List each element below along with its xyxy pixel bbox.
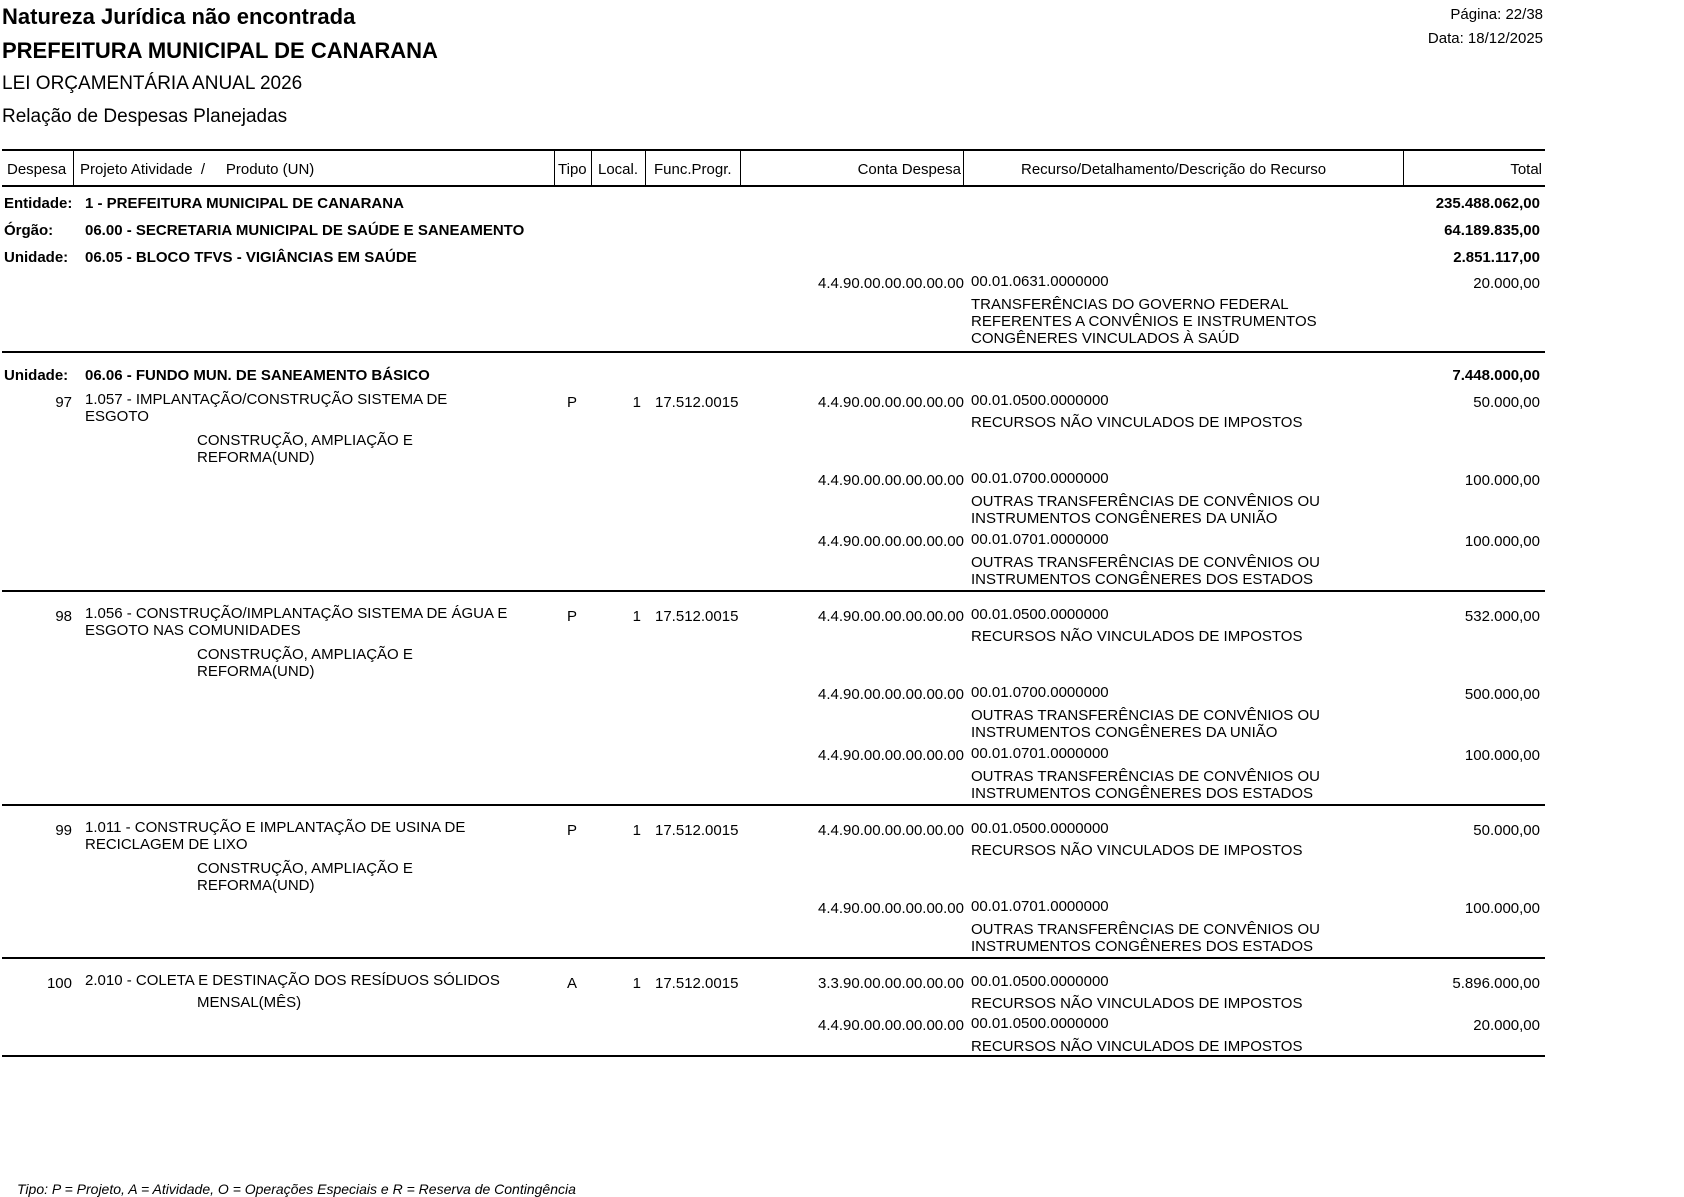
conta-despesa: 4.4.90.00.00.00.00.00	[818, 394, 964, 411]
unidade-total: 2.851.117,00	[1453, 249, 1540, 266]
line-total: 500.000,00	[1464, 686, 1540, 703]
recurso-description: OUTRAS TRANSFERÊNCIAS DE CONVÊNIOS OU INSTRUMENTOS CONGÊNERES DOS ESTADOS	[971, 768, 1320, 802]
col-header-conta: Conta Despesa	[857, 161, 961, 178]
produto: MENSAL(MÊS)	[197, 994, 302, 1011]
local: 1	[632, 822, 641, 839]
col-divider	[963, 150, 964, 185]
unidade-name: 06.05 - BLOCO TFVS - VIGIÂNCIAS EM SAÚDE	[85, 249, 417, 266]
col-header-func: Func.Progr.	[654, 161, 732, 178]
conta-despesa: 4.4.90.00.00.00.00.00	[818, 747, 964, 764]
recurso-code: 00.01.0500.0000000	[971, 820, 1109, 837]
produto: CONSTRUÇÃO, AMPLIAÇÃO E REFORMA(UND)	[197, 432, 413, 466]
report-title-1: Natureza Jurídica não encontrada	[2, 4, 356, 29]
group-rule	[2, 351, 1545, 353]
local: 1	[632, 608, 641, 625]
line-total: 100.000,00	[1464, 533, 1540, 550]
conta-despesa: 4.4.90.00.00.00.00.00	[818, 472, 964, 489]
group-rule	[2, 590, 1545, 592]
conta-despesa: 4.4.90.00.00.00.00.00	[818, 533, 964, 550]
report-title-3: LEI ORÇAMENTÁRIA ANUAL 2026	[2, 73, 303, 94]
recurso-code: 00.01.0631.0000000	[971, 273, 1109, 290]
func-progr: 17.512.0015	[655, 608, 739, 625]
despesa-number: 98	[55, 608, 72, 625]
table-bottom-rule	[2, 1055, 1545, 1057]
conta-despesa: 4.4.90.00.00.00.00.00	[818, 686, 964, 703]
conta-despesa: 3.3.90.00.00.00.00.00	[818, 975, 964, 992]
col-divider	[73, 150, 74, 185]
col-header-recurso: Recurso/Detalhamento/Descrição do Recurso	[1021, 161, 1327, 178]
recurso-code: 00.01.0500.0000000	[971, 606, 1109, 623]
entidade-label: Entidade:	[4, 195, 73, 212]
recurso-description: OUTRAS TRANSFERÊNCIAS DE CONVÊNIOS OU INSTRUMENTOS CONGÊNERES DA UNIÃO	[971, 707, 1320, 741]
recurso-description: RECURSOS NÃO VINCULADOS DE IMPOSTOS	[971, 414, 1303, 431]
recurso-code: 00.01.0500.0000000	[971, 1015, 1109, 1032]
report-subtitle: Relação de Despesas Planejadas	[2, 106, 288, 127]
conta-despesa: 4.4.90.00.00.00.00.00	[818, 900, 964, 917]
recurso-code: 00.01.0500.0000000	[971, 973, 1109, 990]
report-title-2: PREFEITURA MUNICIPAL DE CANARANA	[2, 38, 438, 63]
entidade-total: 235.488.062,00	[1435, 195, 1540, 212]
footnote-legend: Tipo: P = Projeto, A = Atividade, O = Operações Especiais e R = Reserva de Contingência	[17, 1181, 576, 1197]
recurso-code: 00.01.0701.0000000	[971, 745, 1109, 762]
col-header-total: Total	[1510, 161, 1542, 178]
tipo: P	[567, 822, 578, 839]
despesa-number: 97	[55, 394, 72, 411]
line-total: 50.000,00	[1473, 822, 1540, 839]
page-number: Página: 22/38	[1450, 6, 1543, 23]
col-divider	[740, 150, 741, 185]
unidade-name: 06.06 - FUNDO MUN. DE SANEAMENTO BÁSICO	[85, 367, 430, 384]
projeto-atividade: 2.010 - COLETA E DESTINAÇÃO DOS RESÍDUOS SÓLIDOS	[85, 972, 500, 989]
orgao-name: 06.00 - SECRETARIA MUNICIPAL DE SAÚDE E SANEAMENTO	[85, 222, 525, 239]
produto: CONSTRUÇÃO, AMPLIAÇÃO E REFORMA(UND)	[197, 860, 413, 894]
group-rule	[2, 804, 1545, 806]
tipo: P	[567, 608, 578, 625]
conta-despesa: 4.4.90.00.00.00.00.00	[818, 1017, 964, 1034]
func-progr: 17.512.0015	[655, 394, 739, 411]
recurso-description: TRANSFERÊNCIAS DO GOVERNO FEDERAL REFERENTES A CONVÊNIOS E INSTRUMENTOS CONGÊNERES VINCULADOS À SAÚD	[971, 296, 1317, 347]
line-total: 100.000,00	[1464, 472, 1540, 489]
entidade-name: 1 - PREFEITURA MUNICIPAL DE CANARANA	[85, 195, 404, 212]
tipo: A	[567, 975, 578, 992]
recurso-code: 00.01.0700.0000000	[971, 470, 1109, 487]
line-total: 100.000,00	[1464, 900, 1540, 917]
conta-despesa: 4.4.90.00.00.00.00.00	[818, 822, 964, 839]
projeto-atividade: 1.056 - CONSTRUÇÃO/IMPLANTAÇÃO SISTEMA DE ÁGUA E ESGOTO NAS COMUNIDADES	[85, 605, 508, 639]
unidade-total: 7.448.000,00	[1452, 367, 1540, 384]
recurso-description: RECURSOS NÃO VINCULADOS DE IMPOSTOS	[971, 995, 1303, 1012]
col-header-despesa: Despesa	[7, 161, 67, 178]
col-divider	[554, 150, 555, 185]
recurso-description: OUTRAS TRANSFERÊNCIAS DE CONVÊNIOS OU INSTRUMENTOS CONGÊNERES DOS ESTADOS	[971, 921, 1320, 955]
recurso-description: OUTRAS TRANSFERÊNCIAS DE CONVÊNIOS OU INSTRUMENTOS CONGÊNERES DA UNIÃO	[971, 493, 1320, 527]
tipo: P	[567, 394, 578, 411]
recurso-description: OUTRAS TRANSFERÊNCIAS DE CONVÊNIOS OU INSTRUMENTOS CONGÊNERES DOS ESTADOS	[971, 554, 1320, 588]
conta-despesa: 4.4.90.00.00.00.00.00	[818, 275, 964, 292]
func-progr: 17.512.0015	[655, 822, 739, 839]
recurso-code: 00.01.0701.0000000	[971, 531, 1109, 548]
orgao-label: Órgão:	[4, 222, 54, 239]
line-total: 5.896.000,00	[1452, 975, 1540, 992]
produto: CONSTRUÇÃO, AMPLIAÇÃO E REFORMA(UND)	[197, 646, 413, 680]
recurso-code: 00.01.0701.0000000	[971, 898, 1109, 915]
recurso-code: 00.01.0500.0000000	[971, 392, 1109, 409]
line-total: 100.000,00	[1464, 747, 1540, 764]
despesa-number: 100	[46, 975, 72, 992]
local: 1	[632, 394, 641, 411]
line-total: 50.000,00	[1473, 394, 1540, 411]
line-total: 20.000,00	[1473, 275, 1540, 292]
line-total: 20.000,00	[1473, 1017, 1540, 1034]
col-header-local: Local.	[598, 161, 639, 178]
group-rule	[2, 957, 1545, 959]
col-divider	[645, 150, 646, 185]
func-progr: 17.512.0015	[655, 975, 739, 992]
recurso-description: RECURSOS NÃO VINCULADOS DE IMPOSTOS	[971, 1038, 1303, 1055]
unidade-label: Unidade:	[4, 249, 69, 266]
col-divider	[1403, 150, 1404, 185]
projeto-atividade: 1.011 - CONSTRUÇÃO E IMPLANTAÇÃO DE USINA DE RECICLAGEM DE LIXO	[85, 819, 466, 853]
despesa-number: 99	[55, 822, 72, 839]
report-date: Data: 18/12/2025	[1427, 30, 1543, 47]
orgao-total: 64.189.835,00	[1444, 222, 1540, 239]
line-total: 532.000,00	[1464, 608, 1540, 625]
col-header-projeto: Projeto Atividade / Produto (UN)	[80, 161, 315, 178]
col-divider	[591, 150, 592, 185]
col-header-tipo: Tipo	[558, 161, 587, 178]
conta-despesa: 4.4.90.00.00.00.00.00	[818, 608, 964, 625]
table-header-rule	[2, 185, 1545, 187]
table-top-rule	[2, 149, 1545, 151]
recurso-description: RECURSOS NÃO VINCULADOS DE IMPOSTOS	[971, 628, 1303, 645]
unidade-label: Unidade:	[4, 367, 69, 384]
projeto-atividade: 1.057 - IMPLANTAÇÃO/CONSTRUÇÃO SISTEMA DE ESGOTO	[85, 391, 448, 425]
recurso-description: RECURSOS NÃO VINCULADOS DE IMPOSTOS	[971, 842, 1303, 859]
recurso-code: 00.01.0700.0000000	[971, 684, 1109, 701]
local: 1	[632, 975, 641, 992]
